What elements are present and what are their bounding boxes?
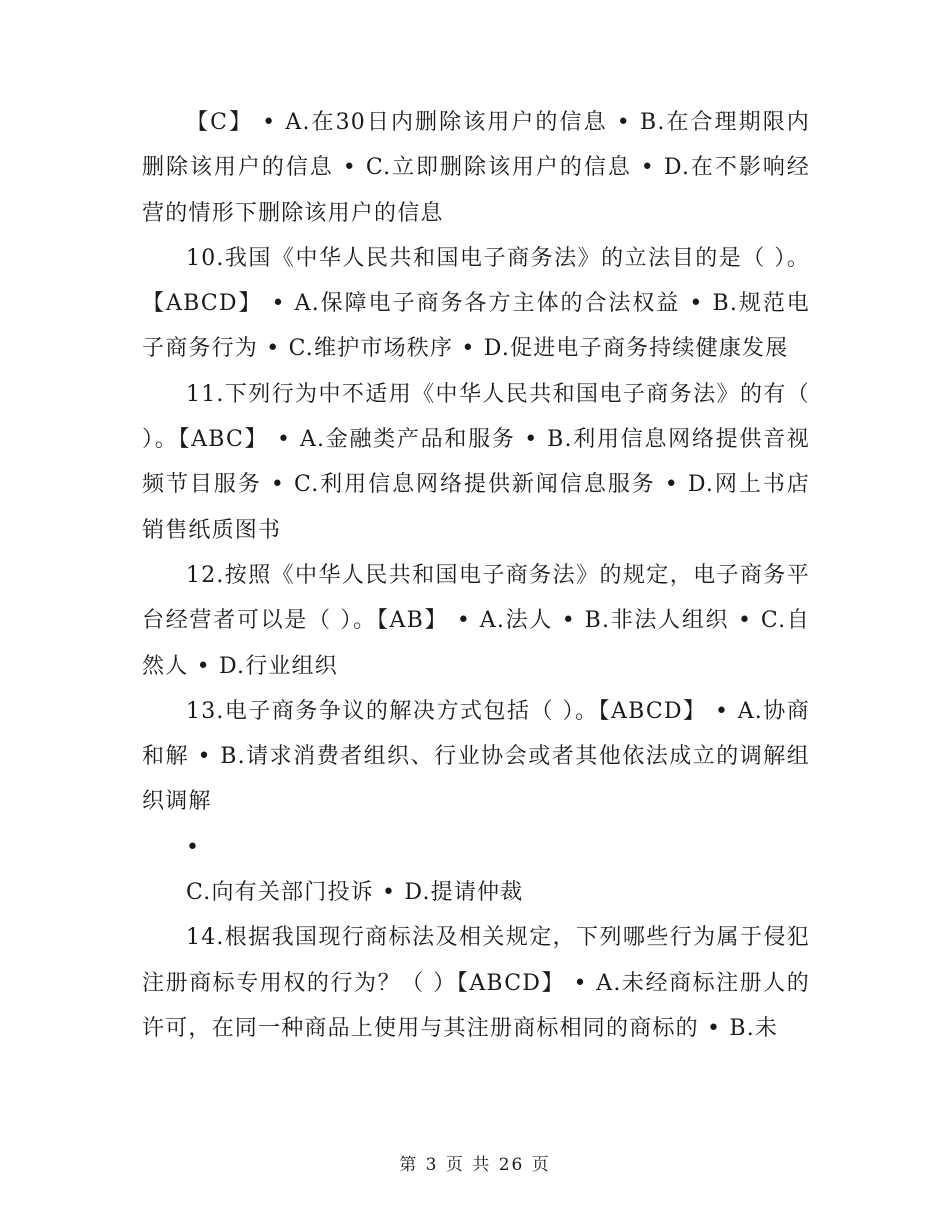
paragraph-q13-options: C.向有关部门投诉 • D.提请仲裁 xyxy=(186,880,524,906)
paragraph-q14: 14.根据我国现行商标法及相关规定，下列哪些行为属于侵犯注册商标专用权的行为？（ ）【ABCD】 • A.未经商标注册人的许可，在同一种商品上使用与其注册商标相同的商标的 • B.未 xyxy=(142,925,810,1041)
bullet-line: • xyxy=(186,834,201,860)
paragraph-q12: 12.按照《中华人民共和国电子商务法》的规定，电子商务平台经营者可以是（ ）。【AB】 • A.法人 • B.非法人组织 • C.自然人 • D.行业组织 xyxy=(142,562,810,679)
paragraph-q9-answer: 【C】 • A.在30日内删除该用户的信息 • B.在合理期限内删除该用户的信息 • C.立即删除该用户的信息 • D.在不影响经营的情形下删除该用户的信息 xyxy=(142,110,810,226)
paragraph-q10: 10.我国《中华人民共和国电子商务法》的立法目的是（ ）。【ABCD】 • A.保障电子商务各方主体的合法权益 • B.规范电子商务行为 • C.维护市场秩序 • D.促进电子商务持续健康发展 xyxy=(142,245,810,362)
paragraph-q13: 13.电子商务争议的解决方式包括（ ）。【ABCD】 • A.协商和解 • B.请求消费者组织、行业协会或者其他依法成立的调解组织调解 xyxy=(142,698,810,815)
paragraph-q11: 11.下列行为中不适用《中华人民共和国电子商务法》的有（ ）。【ABC】 • A.金融类产品和服务 • B.利用信息网络提供音视频节目服务 • C.利用信息网络提供新闻信息服务 • D.网上书店销售纸质图书 xyxy=(142,381,810,543)
page-content xyxy=(142,100,810,1051)
page-footer: 第 3 页 共 26 页 xyxy=(399,1155,551,1175)
